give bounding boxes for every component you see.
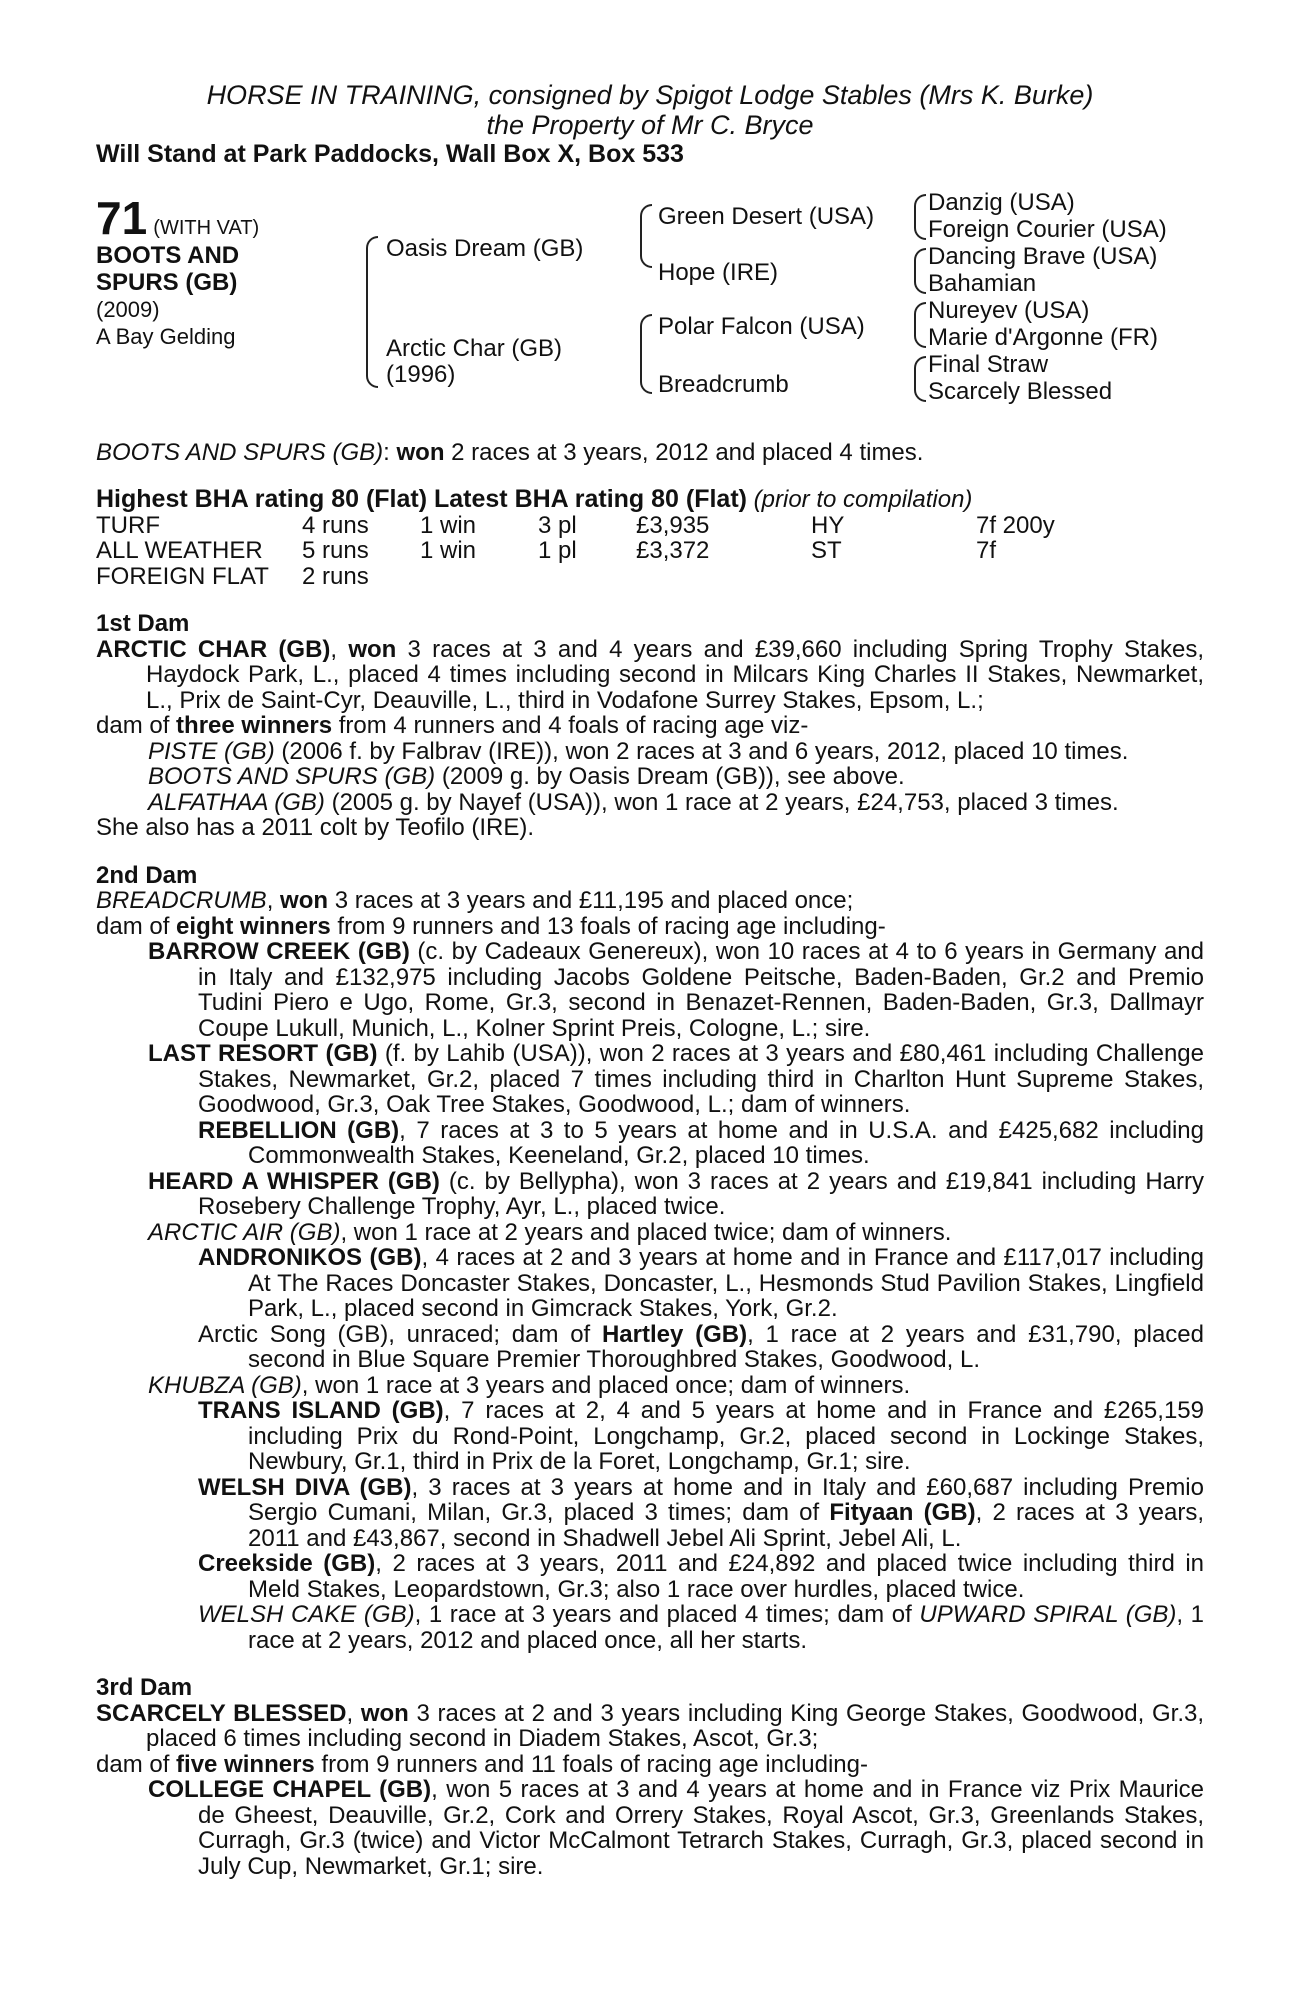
first-dam-heading: 1st Dam	[96, 610, 190, 637]
progeny-welsh-cake: WELSH CAKE (GB), 1 race at 3 years and placed 4 times; dam of UPWARD SPIRAL (GB), 1 race at 2 years, 2012 and placed once, all her starts.	[198, 1601, 1205, 1654]
rating-line	[96, 487, 1204, 513]
pedigree-sire: Oasis Dream (GB)	[386, 234, 584, 262]
horse-description: A Bay Gelding	[96, 323, 236, 349]
pedigree-ssd: Foreign Courier (USA)	[928, 215, 1167, 243]
progeny-arctic-song: Arctic Song (GB), unraced; dam of Hartley (GB), 1 race at 2 years and £31,790, placed second in Blue Square Premier Thoroughbred Stakes, Goodwood, L.	[198, 1320, 1204, 1373]
sire-side-brace	[640, 204, 652, 268]
record-row-foreign-flat: FOREIGN FLAT 2 runs	[96, 562, 369, 590]
pedigree-sds: Dancing Brave (USA)	[928, 242, 1158, 270]
owner-line: the Property of Mr C. Bryce	[486, 110, 814, 140]
progeny-creekside: Creekside (GB), 2 races at 3 years, 2011 and £24,892 and placed twice including third in Meld Stakes, Leopardstown, Gr.3; also 1 race over hurdles, placed twice.	[198, 1550, 1204, 1603]
pedigree-dam-sire: Polar Falcon (USA)	[658, 312, 865, 340]
progeny-khubza: KHUBZA (GB), won 1 race at 3 years and placed once; dam of winners.	[148, 1371, 911, 1399]
progeny-alfathaa: ALFATHAA (GB) (2005 g. by Nayef (USA)), won 1 race at 2 years, £24,753, placed 3 times.	[148, 788, 1119, 816]
record-row-all-weather: ALL WEATHER 5 runs 1 win 1 pl £3,372 ST 7f	[96, 537, 997, 564]
pedigree-dds: Final Straw	[928, 350, 1049, 378]
progeny-andronikos: ANDRONIKOS (GB), 4 races at 2 and 3 years at home and in France and £117,017 including At The Races Doncaster Stakes, Doncaster, L., Hesmonds Stud Pavilion Stakes, Lingfield Park, L., placed second in Gimcrack Stakes, York, Gr.2.	[198, 1244, 1205, 1322]
progeny-trans-island: TRANS ISLAND (GB), 7 races at 2, 4 and 5 years at home and in France and £265,159 including Prix du Rond-Point, Longchamp, Gr.2, placed second in Lockinge Stakes, Newbury, Gr.1, third in Prix de la Foret, Longchamp, Gr.1; sire.	[198, 1397, 1204, 1475]
first-dam-produce: dam of three winners from 4 runners and 4 foals of racing age viz-	[96, 712, 809, 739]
first-dam-record: ARCTIC CHAR (GB), won 3 races at 3 and 4 years and £39,660 including Spring Trophy Stakes, Haydock Park, L., placed 4 times including second in Milcars King Charles II Stakes, Newmarket, L., Prix de Saint-Cyr, Deauville, L., third in Vodafone Surrey Stakes, Epsom, L.;	[96, 635, 1204, 714]
lot-info	[96, 191, 260, 350]
pedigree-dam: Arctic Char (GB)	[386, 334, 563, 362]
progeny-welsh-diva: WELSH DIVA (GB), 3 races at 3 years at home and in Italy and £60,687 including Premio Sergio Cumani, Milan, Gr.3, placed 3 times; dam of Fityaan (GB), 2 races at 3 years, 2011 and £43,867, second in Shadwell Jebel Ali Sprint, Jebel Ali, L.	[198, 1473, 1204, 1552]
rating-bold: Highest BHA rating 80 (Flat) Latest BHA rating 80 (Flat)	[96, 485, 747, 513]
pedigree-dsd: Marie d'Argonne (FR)	[928, 323, 1158, 351]
third-dam-produce: dam of five winners from 9 runners and 11 foals of racing age including-	[96, 1750, 868, 1778]
third-dam-heading: 3rd Dam	[96, 1674, 193, 1701]
g3-brace-2	[914, 248, 926, 294]
progeny-boots-and-spurs: BOOTS AND SPURS (GB) (2009 g. by Oasis Dream (GB)), see above.	[148, 763, 905, 790]
first-dam-note: She also has a 2011 colt by Teofilo (IRE).	[96, 814, 535, 841]
progeny-arctic-air: ARCTIC AIR (GB), won 1 race at 2 years and placed twice; dam of winners.	[148, 1218, 952, 1246]
g3-brace-4	[914, 356, 926, 402]
pedigree-ddd: Scarcely Blessed	[928, 377, 1113, 405]
progeny-piste: PISTE (GB) (2006 f. by Falbrav (IRE)), won 2 races at 3 and 6 years, 2012, placed 10 times.	[148, 737, 1129, 765]
pedigree-sss: Danzig (USA)	[928, 188, 1075, 216]
record-row-turf: TURF 4 runs 1 win 3 pl £3,935 HY 7f 200y	[96, 511, 1055, 539]
lot-number: 71	[96, 191, 148, 244]
pedigree-block	[96, 190, 1204, 440]
summary-text: 2 races at 3 years, 2012 and placed 4 times.	[444, 438, 924, 466]
second-dam-record: BREADCRUMB, won 3 races at 3 years and £11,195 and placed once;	[96, 887, 854, 914]
g3-brace-1	[914, 194, 926, 240]
horse-name-line2: SPURS (GB)	[96, 268, 238, 296]
horse-name-line1: BOOTS AND	[96, 241, 240, 269]
g3-brace-3	[914, 302, 926, 348]
pedigree-dam-year: (1996)	[386, 360, 456, 388]
stand-location: Will Stand at Park Paddocks, Wall Box X, Box 533	[96, 140, 684, 168]
pedigree-sire-dam: Hope (IRE)	[658, 258, 779, 286]
pedigree-sdd: Bahamian	[928, 269, 1037, 297]
sire-dam-brace	[366, 236, 378, 388]
summary-name: BOOTS AND SPURS (GB)	[96, 438, 384, 466]
second-dam-produce: dam of eight winners from 9 runners and 13 foals of racing age including-	[96, 912, 886, 940]
race-summary: BOOTS AND SPURS (GB): won 2 races at 3 years, 2012 and placed 4 times.	[96, 438, 924, 466]
foaling-year: (2009)	[96, 296, 160, 322]
third-dam-record: SCARCELY BLESSED, won 3 races at 2 and 3 years including King George Stakes, Goodwood, Gr.3, placed 6 times including second in Diadem Stakes, Ascot, Gr.3;	[96, 1699, 1204, 1752]
progeny-heard-a-whisper: HEARD A WHISPER (GB) (c. by Bellypha), won 3 races at 2 years and £19,841 including Harry Rosebery Challenge Trophy, Ayr, L., placed twice.	[148, 1167, 1204, 1220]
progeny-last-resort: LAST RESORT (GB) (f. by Lahib (USA)), won 2 races at 3 years and £80,461 including Challenge Stakes, Newmarket, Gr.2, placed 7 times including third in Charlton Hunt Supreme Stakes, Goodwood, Gr.3, Oak Tree Stakes, Goodwood, L.; dam of winners.	[148, 1040, 1204, 1118]
progeny-barrow-creek: BARROW CREEK (GB) (c. by Cadeaux Genereux), won 10 races at 4 to 6 years in Germany and in Italy and £132,975 including Jacobs Goldene Peitsche, Baden-Baden, Gr.2 and Premio Tudini Piero e Ugo, Rome, Gr.3, second in Benazet-Rennen, Baden-Baden, Gr.3, Dallmayr Coupe Lukull, Munich, L., Kolner Sprint Preis, Cologne, L.; sire.	[148, 938, 1204, 1042]
progeny-rebellion: REBELLION (GB), 7 races at 3 to 5 years at home and in U.S.A. and £425,682 including Commonwealth Stakes, Keeneland, Gr.2, placed 10 times.	[198, 1116, 1204, 1169]
dam-side-brace	[640, 314, 652, 394]
second-dam-heading: 2nd Dam	[96, 861, 198, 889]
rating-note: (prior to compilation)	[753, 486, 973, 513]
vat-note: (WITH VAT)	[153, 216, 260, 239]
progeny-college-chapel: COLLEGE CHAPEL (GB), won 5 races at 3 and 4 years at home and in France viz Prix Maurice de Gheest, Deauville, Gr.2, Cork and Orrery Stakes, Royal Ascot, Gr.3, Greenlands Stakes, Curragh, Gr.3 (twice) and Victor McCalmont Tetrarch Stakes, Curragh, Gr.3, placed second in July Cup, Newmarket, Gr.1; sire.	[148, 1776, 1205, 1880]
pedigree-sire-sire: Green Desert (USA)	[658, 202, 875, 230]
catalogue-page	[96, 80, 1204, 1879]
race-record-table	[96, 513, 1204, 590]
pedigree-dss: Nureyev (USA)	[928, 296, 1090, 324]
summary-won: won	[396, 438, 445, 466]
pedigree-dam-dam: Breadcrumb	[658, 370, 789, 398]
consignor-line: HORSE IN TRAINING, consigned by Spigot Lodge Stables (Mrs K. Burke)	[206, 80, 1094, 110]
